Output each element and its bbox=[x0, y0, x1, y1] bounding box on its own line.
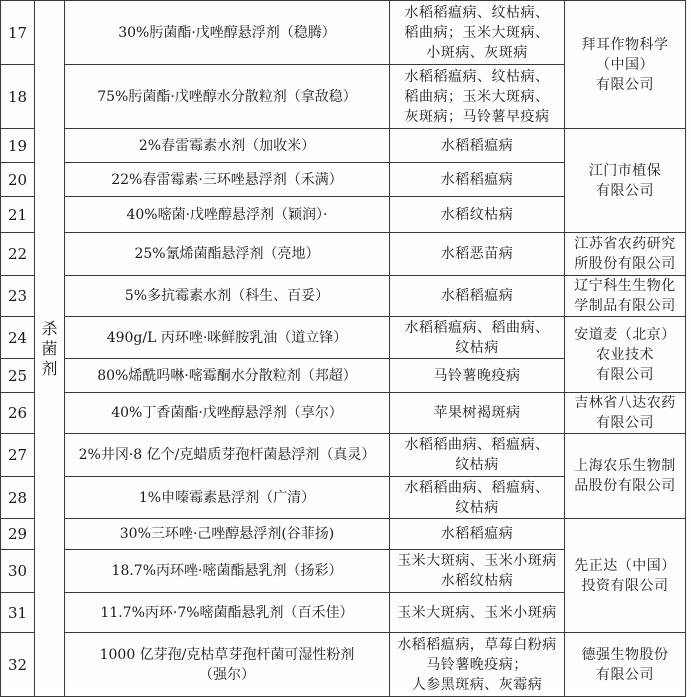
company-line: 上海农乐生物制 bbox=[574, 458, 676, 474]
product-name: 25%氰烯菌酯悬浮剂（亮地） bbox=[134, 246, 320, 262]
target-line: 马铃薯晚疫病； bbox=[426, 656, 528, 673]
row-number: 25 bbox=[1, 359, 35, 393]
table-row bbox=[1, 519, 686, 550]
company-line: 拜耳作物科学 bbox=[581, 36, 669, 53]
row-number: 21 bbox=[1, 197, 35, 233]
company-line: 有限公司 bbox=[596, 415, 654, 431]
target-line: 马铃薯晚疫病 bbox=[433, 367, 521, 384]
category-cell bbox=[35, 1, 65, 697]
row-number: 31 bbox=[1, 593, 35, 633]
company-line: 农业技术 bbox=[596, 346, 654, 363]
row-number: 29 bbox=[1, 519, 35, 550]
product-name: 1000 亿芽孢/克枯草芽孢杆菌可湿性粉剂 bbox=[99, 646, 355, 663]
company-line: 有限公司 bbox=[596, 666, 654, 683]
company-cell bbox=[565, 233, 686, 276]
product-name: 490g/L 丙环唑·咪鲜胺乳油（道立锋） bbox=[106, 329, 348, 346]
target-line: 水稻稻瘟病 bbox=[440, 526, 514, 542]
row-number: 17 bbox=[1, 1, 35, 65]
product-name: 11.7%丙环·7%嘧菌酯悬乳剂（百禾佳） bbox=[100, 604, 354, 621]
product-cell bbox=[65, 393, 390, 434]
target-cell bbox=[390, 129, 565, 163]
table-row bbox=[1, 393, 686, 434]
product-name: 80%烯酰吗啉·嘧霉酮水分散粒剂（邦超） bbox=[97, 367, 357, 384]
target-cell bbox=[390, 197, 565, 233]
target-line: 水稻稻瘟病 bbox=[440, 288, 514, 304]
company-cell bbox=[565, 129, 686, 233]
target-cell bbox=[390, 65, 565, 129]
target-line: 水稻恶苗病 bbox=[440, 246, 514, 262]
product-name: 2%井冈·8 亿个/克蜡质芽孢杆菌悬浮剂（真灵） bbox=[78, 447, 376, 463]
target-line: 水稻稻曲病、稻瘟病、 bbox=[404, 479, 550, 496]
product-cell bbox=[65, 276, 390, 317]
row-number: 22 bbox=[1, 233, 35, 276]
target-line: 稻曲病；玉米大斑病、 bbox=[404, 88, 550, 105]
product-name: 30%三环唑·己唑醇悬浮剂(谷菲扬) bbox=[119, 526, 335, 542]
product-cell bbox=[65, 593, 390, 633]
company-cell bbox=[565, 434, 686, 519]
row-number: 18 bbox=[1, 65, 35, 129]
company-line: 先正达（中国） bbox=[574, 557, 676, 574]
company-line: 学制品有限公司 bbox=[574, 298, 676, 314]
target-line: 人参黑斑病、灰霉病 bbox=[411, 676, 543, 693]
product-cell bbox=[65, 633, 390, 697]
target-line: 稻曲病；玉米大斑病、 bbox=[404, 24, 550, 41]
company-line: 德强生物股份 bbox=[581, 646, 669, 663]
target-cell bbox=[390, 519, 565, 550]
product-cell bbox=[65, 65, 390, 129]
row-number: 26 bbox=[1, 393, 35, 434]
product-cell bbox=[65, 519, 390, 550]
target-line: 水稻稻曲病、稻瘟病、 bbox=[404, 437, 550, 453]
target-line: 水稻纹枯病 bbox=[440, 573, 514, 589]
row-number: 23 bbox=[1, 276, 35, 317]
company-line: 江苏省农药研究 bbox=[574, 236, 676, 252]
product-name: 40%丁香菌酯·戊唑醇悬浮剂（享尔） bbox=[111, 405, 343, 421]
product-cell bbox=[65, 477, 390, 519]
target-cell bbox=[390, 393, 565, 434]
target-cell bbox=[390, 276, 565, 317]
product-cell bbox=[65, 163, 390, 197]
product-name: （强尔） bbox=[199, 666, 255, 683]
company-line: （中国） bbox=[596, 56, 654, 73]
company-line: 辽宁科生生物化 bbox=[574, 278, 676, 294]
target-line: 小斑病、灰斑病 bbox=[426, 44, 528, 61]
product-cell bbox=[65, 317, 390, 359]
row-number: 20 bbox=[1, 163, 35, 197]
row-number: 28 bbox=[1, 477, 35, 519]
target-line: 水稻纹枯病 bbox=[440, 206, 514, 223]
row-number: 19 bbox=[1, 129, 35, 163]
company-line: 江门市植保 bbox=[588, 162, 662, 179]
row-number: 30 bbox=[1, 550, 35, 593]
target-line: 玉米大斑病、玉米小斑病 bbox=[397, 604, 557, 621]
product-cell bbox=[65, 434, 390, 477]
target-line: 苹果树褐斑病 bbox=[433, 405, 521, 421]
product-name: 2%春雷霉素水剂（加收米） bbox=[138, 137, 316, 154]
company-cell bbox=[565, 633, 686, 697]
product-cell bbox=[65, 550, 390, 593]
product-cell bbox=[65, 197, 390, 233]
company-line: 安道麦（北京） bbox=[574, 326, 676, 343]
target-cell bbox=[390, 633, 565, 697]
target-line: 玉米大斑病、玉米小斑病 bbox=[397, 553, 557, 569]
company-line: 所股份有限公司 bbox=[574, 256, 676, 272]
product-cell bbox=[65, 359, 390, 393]
table-row bbox=[1, 233, 686, 276]
category-char: 菌 bbox=[41, 338, 58, 358]
target-cell bbox=[390, 317, 565, 359]
category-char: 剂 bbox=[41, 358, 58, 378]
table-row bbox=[1, 129, 686, 163]
target-line: 水稻稻瘟病 bbox=[440, 171, 514, 188]
target-line: 水稻稻瘟病，草莓白粉病 bbox=[397, 636, 557, 653]
target-line: 水稻稻瘟病 bbox=[440, 137, 514, 154]
product-name: 5%多抗霉素水剂（科生、百妥） bbox=[124, 288, 330, 304]
company-cell bbox=[565, 1, 686, 129]
table-row bbox=[1, 434, 686, 477]
company-line: 吉林省八达农药 bbox=[574, 395, 676, 411]
company-cell bbox=[565, 519, 686, 633]
company-line: 有限公司 bbox=[596, 76, 654, 93]
product-name: 30%肟菌酯·戊唑醇悬浮剂（稳腾） bbox=[118, 24, 336, 41]
product-cell bbox=[65, 233, 390, 276]
target-cell bbox=[390, 434, 565, 477]
company-cell bbox=[565, 393, 686, 434]
company-cell bbox=[565, 276, 686, 317]
product-name: 18.7%丙环唑·嘧菌酯悬乳剂（扬彩） bbox=[111, 563, 343, 579]
target-line: 水稻稻瘟病、纹枯病、 bbox=[404, 4, 550, 21]
target-cell bbox=[390, 359, 565, 393]
product-cell bbox=[65, 129, 390, 163]
target-line: 水稻稻瘟病、纹枯病、 bbox=[404, 68, 550, 85]
table-row bbox=[1, 1, 686, 65]
target-line: 纹枯病 bbox=[455, 339, 499, 356]
company-line: 有限公司 bbox=[596, 182, 654, 199]
target-line: 纹枯病 bbox=[455, 457, 499, 473]
product-name: 40%嘧菌·戊唑醇悬浮剂（颖润）· bbox=[126, 206, 328, 223]
product-name: 22%春雷霉素·三环唑悬浮剂（禾满） bbox=[111, 171, 343, 188]
table-row bbox=[1, 317, 686, 359]
row-number: 27 bbox=[1, 434, 35, 477]
target-cell bbox=[390, 550, 565, 593]
product-name: 1%申嗪霉素悬浮剂（广清） bbox=[138, 489, 316, 506]
row-number: 24 bbox=[1, 317, 35, 359]
company-line: 品股份有限公司 bbox=[574, 478, 676, 494]
table-row bbox=[1, 633, 686, 697]
company-cell bbox=[565, 317, 686, 393]
table-row bbox=[1, 276, 686, 317]
target-cell bbox=[390, 593, 565, 633]
row-number: 32 bbox=[1, 633, 35, 697]
target-line: 灰斑病；马铃薯早疫病 bbox=[404, 108, 550, 125]
target-cell bbox=[390, 477, 565, 519]
target-line: 水稻稻瘟病、稻曲病、 bbox=[404, 319, 550, 336]
product-name: 75%肟菌酯·戊唑醇水分散粒剂（拿敌稳） bbox=[97, 88, 357, 105]
target-cell bbox=[390, 1, 565, 65]
category-char: 杀 bbox=[41, 318, 58, 338]
target-cell bbox=[390, 163, 565, 197]
company-line: 有限公司 bbox=[596, 366, 654, 383]
target-cell bbox=[390, 233, 565, 276]
company-line: 投资有限公司 bbox=[581, 577, 669, 594]
target-line: 纹枯病 bbox=[455, 499, 499, 516]
product-cell bbox=[65, 1, 390, 65]
